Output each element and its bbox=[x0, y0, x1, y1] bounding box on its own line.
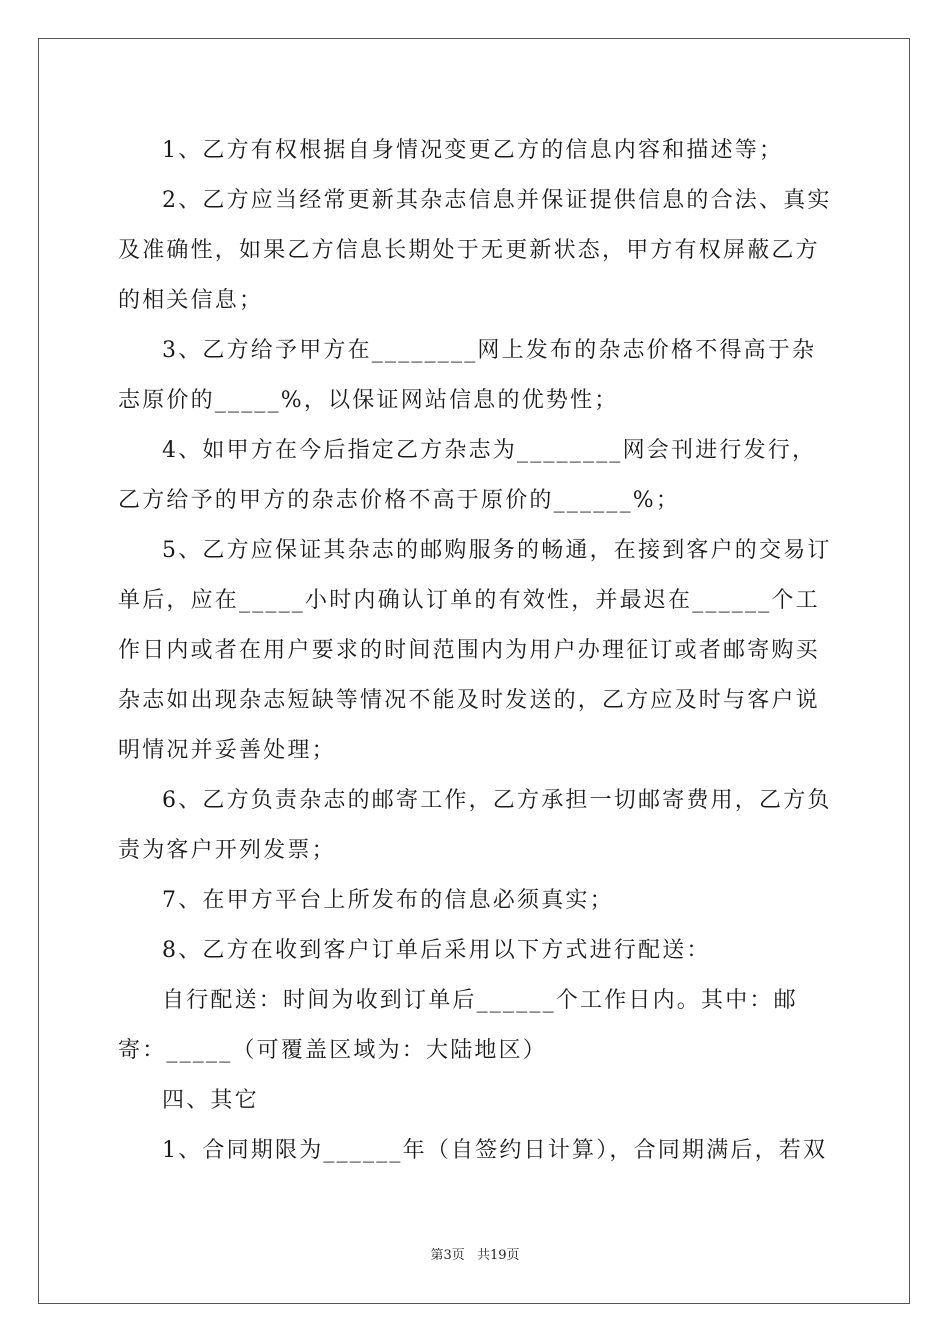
paragraph: 2、乙方应当经常更新其杂志信息并保证提供信息的合法、真实及准确性，如果乙方信息长期处于无更新状态，甲方有权屏蔽乙方的相关信息； bbox=[118, 188, 832, 313]
paragraph: 8、乙方在收到客户订单后采用以下方式进行配送： bbox=[162, 938, 711, 963]
paragraph: 7、在甲方平台上所发布的信息必须真实； bbox=[162, 888, 614, 913]
paragraph: 3、乙方给予甲方在________网上发布的杂志价格不得高于杂志原价的_____%，以保证网站信息的优势性； bbox=[118, 338, 817, 413]
paragraph: 1、乙方有权根据自身情况变更乙方的信息内容和描述等； bbox=[162, 138, 784, 163]
paragraph: 1、合同期限为______年（自签约日计算），合同期满后，若双 bbox=[162, 1138, 828, 1163]
page-footer bbox=[0, 1244, 950, 1263]
section-heading: 四、其它 bbox=[162, 1088, 259, 1113]
paragraph: 自行配送：时间为收到订单后______个工作日内。其中：邮寄：_____（可覆盖区域为：大陆地区） bbox=[118, 988, 798, 1063]
paragraph: 6、乙方负责杂志的邮寄工作，乙方承担一切邮寄费用，乙方负责为客户开列发票； bbox=[118, 788, 832, 863]
page-total: 共19页 bbox=[476, 1248, 520, 1263]
page-number: 第3页 bbox=[430, 1248, 465, 1263]
document-body bbox=[118, 126, 834, 1176]
paragraph: 5、乙方应保证其杂志的邮购服务的畅通，在接到客户的交易订单后，应在_____小时内确认订单的有效性，并最迟在______个工作日内或者在用户要求的时间范围内为用户办理征订或者邮寄购买杂志如出现杂志短缺等情况不能及时发送的，乙方应及时与客户说明情况并妥善处理； bbox=[118, 538, 832, 763]
paragraph: 4、如甲方在今后指定乙方杂志为________网会刊进行发行，乙方给予的甲方的杂志价格不高于原价的______%； bbox=[118, 438, 817, 513]
